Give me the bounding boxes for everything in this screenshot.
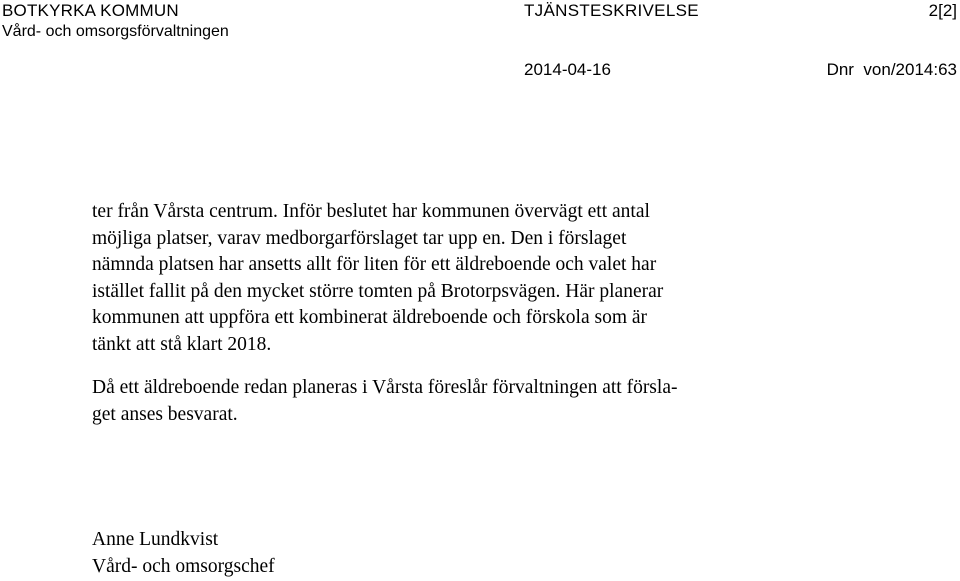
document-date: 2014-04-16: [524, 60, 611, 79]
paragraph-2: [92, 375, 832, 428]
paragraph-line: möjliga platser, varav medborgarförslaget tar upp en. Den i förslaget: [92, 227, 627, 249]
department-name: Vård- och omsorgsförvaltningen: [2, 23, 229, 40]
paragraph-line: kommunen att uppföra ett kombinerat äldreboende och förskola som är: [92, 307, 648, 328]
paragraph-line: tänkt att stå klart 2018.: [92, 333, 272, 355]
document-type: TJÄNSTESKRIVELSE: [524, 1, 699, 20]
signatory-title: Vård- och omsorgschef: [92, 555, 275, 577]
paragraph-line: Då ett äldreboende redan planeras i Vårsta föreslår förvaltningen att försla-: [92, 377, 678, 398]
paragraph-line: ter från Vårsta centrum. Inför beslutet har kommunen övervägt ett antal: [92, 201, 650, 222]
reference-number: Dnr von/2014:63: [826, 60, 957, 79]
paragraph-line: istället fallit på den mycket större tomten på Brotorpsvägen. Här planerar: [92, 280, 664, 302]
signatory-name: Anne Lundkvist: [92, 529, 219, 550]
page-number: 2[2]: [928, 1, 957, 20]
paragraph-1: [92, 199, 832, 358]
organization-name: BOTKYRKA KOMMUN: [2, 1, 179, 20]
paragraph-line: nämnda platsen har ansetts allt för liten för ett äldreboende och valet har: [92, 254, 657, 275]
signature-block: [92, 527, 832, 580]
paragraph-line: get anses besvarat.: [92, 403, 238, 425]
